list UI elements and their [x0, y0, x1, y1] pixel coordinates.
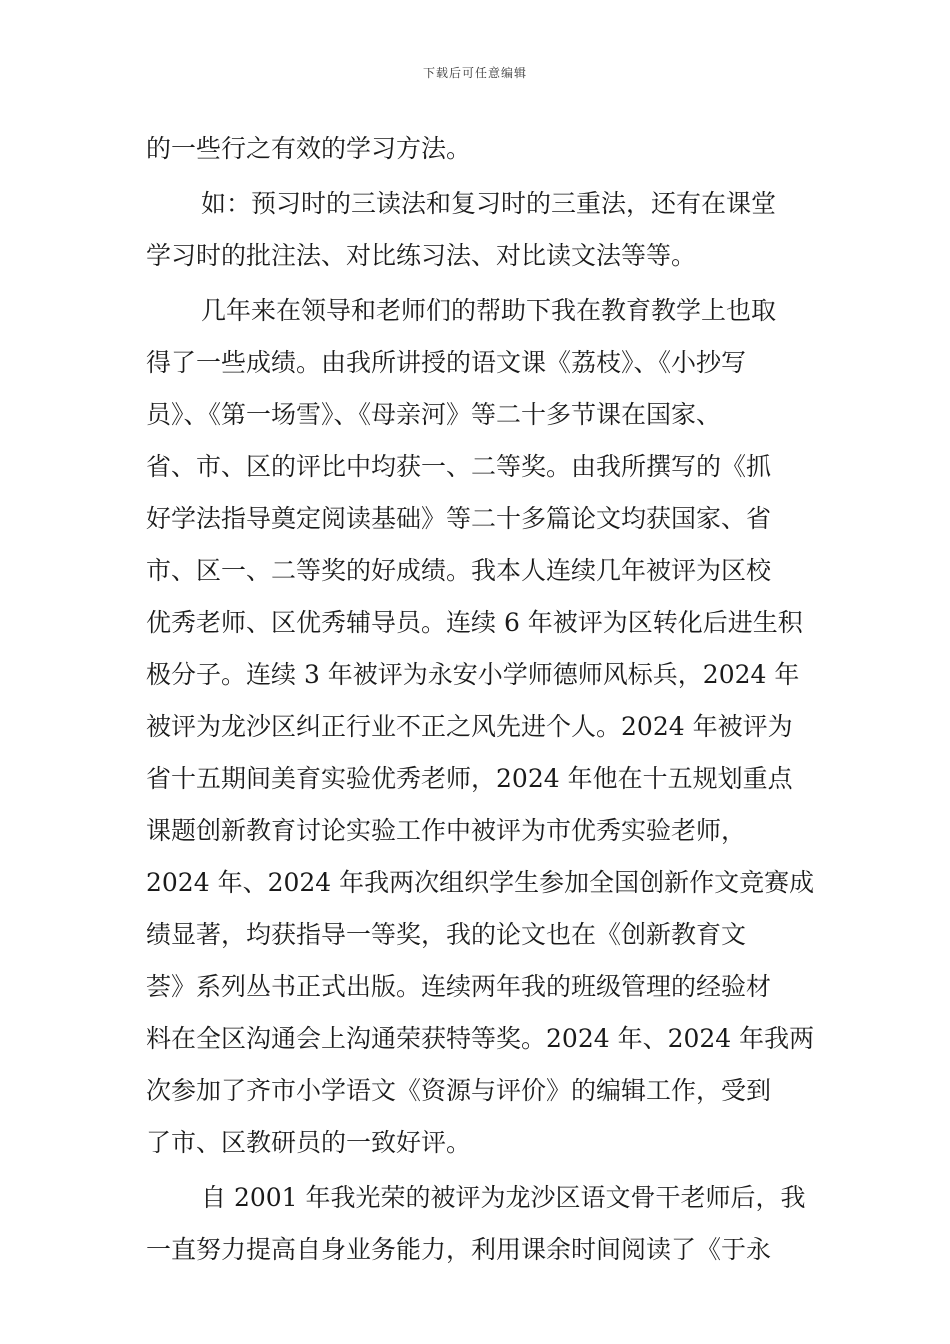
text-line: 被评为龙沙区纠正行业不正之风先进个人。2024 年被评为 — [146, 712, 793, 741]
text-line: 优秀老师、区优秀辅导员。连续 6 年被评为区转化后进生积 — [146, 608, 803, 637]
text-line: 次参加了齐市小学语文《资源与评价》的编辑工作，受到 — [146, 1076, 772, 1105]
text-line: 市、区一、二等奖的好成绩。我本人连续几年被评为区校 — [146, 556, 772, 585]
text-line: 自 2001 年我光荣的被评为龙沙区语文骨干老师后，我 — [201, 1183, 806, 1212]
paragraph-2 — [146, 178, 826, 282]
text-line: 绩显著，均获指导一等奖，我的论文也在《创新教育文 — [146, 920, 747, 949]
text-line: 的一些行之有效的学习方法。 — [146, 134, 472, 163]
text-line: 学习时的批注法、对比练习法、对比读文法等等。 — [146, 241, 697, 270]
page-header: 下载后可任意编辑 — [422, 66, 527, 80]
text-line: 好学法指导奠定阅读基础》等二十多篇论文均获国家、省 — [146, 504, 772, 533]
text-line: 省十五期间美育实验优秀老师，2024 年他在十五规划重点 — [146, 764, 793, 793]
text-line: 如：预习时的三读法和复习时的三重法，还有在课堂 — [201, 189, 777, 218]
text-line: 荟》系列丛书正式出版。连续两年我的班级管理的经验材 — [146, 972, 772, 1001]
document-body — [146, 123, 826, 1276]
text-line: 料在全区沟通会上沟通荣获特等奖。2024 年、2024 年我两 — [146, 1024, 815, 1053]
text-line: 课题创新教育讨论实验工作中被评为市优秀实验老师， — [146, 816, 747, 845]
paragraph-3 — [146, 285, 826, 1169]
text-line: 了市、区教研员的一致好评。 — [146, 1128, 472, 1157]
text-line: 员》、《第一场雪》、《母亲河》等二十多节课在国家、 — [146, 400, 722, 429]
paragraph-4 — [146, 1172, 826, 1276]
paragraph-1 — [146, 123, 826, 175]
text-line: 得了一些成绩。由我所讲授的语文课《荔枝》、《小抄写 — [146, 348, 747, 377]
text-line: 一直努力提高自身业务能力，利用课余时间阅读了《于永 — [146, 1235, 772, 1264]
text-line: 极分子。连续 3 年被评为永安小学师德师风标兵，2024 年 — [146, 660, 800, 689]
text-line: 省、市、区的评比中均获一、二等奖。由我所撰写的《抓 — [146, 452, 772, 481]
text-line: 几年来在领导和老师们的帮助下我在教育教学上也取 — [201, 296, 777, 325]
text-line: 2024 年、2024 年我两次组织学生参加全国创新作文竞赛成 — [146, 868, 815, 897]
